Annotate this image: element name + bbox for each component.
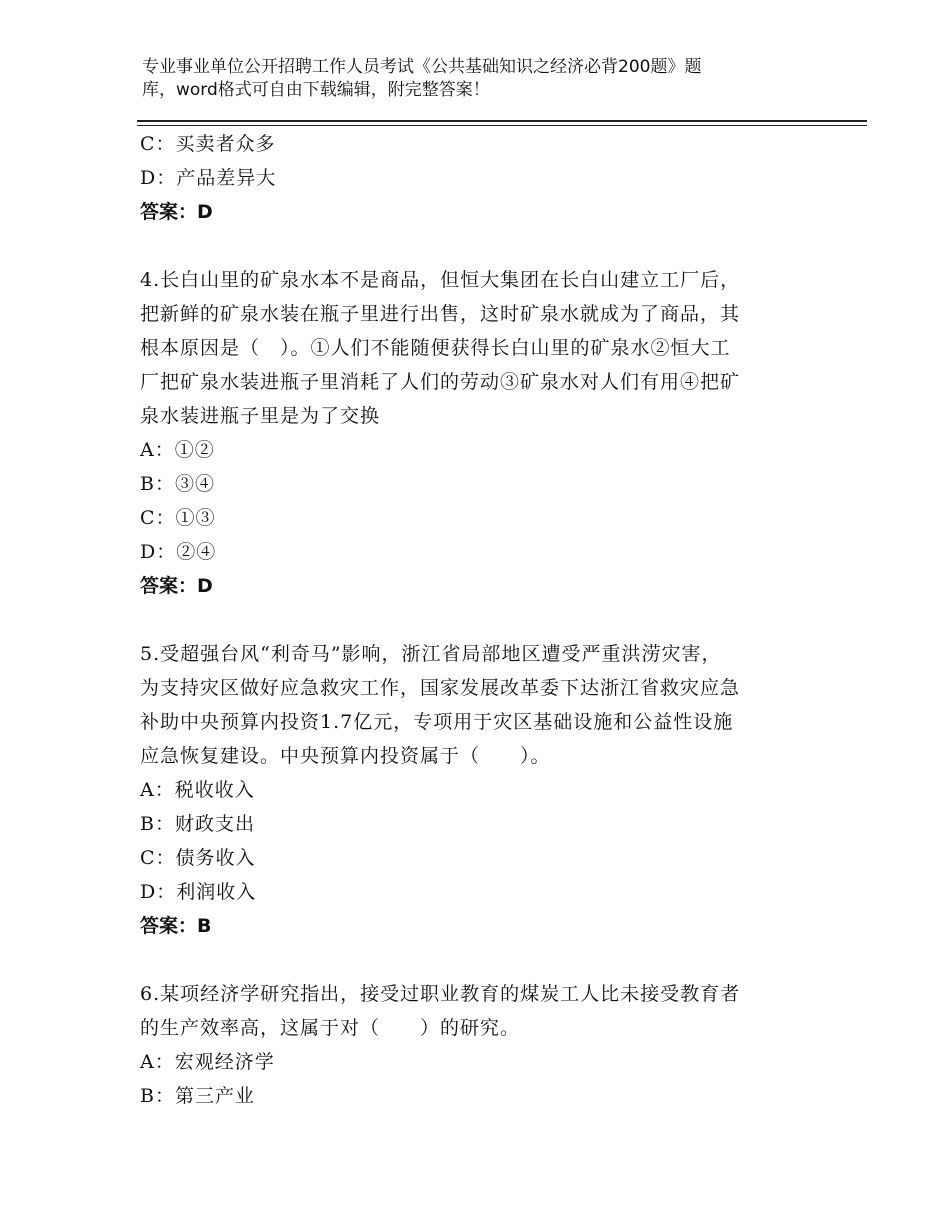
option-c: C：①③: [140, 507, 216, 529]
header-rule-thick: [137, 120, 867, 122]
question-stem: [140, 263, 820, 433]
carryover-question: [140, 127, 820, 229]
option-c: C：买卖者众多: [140, 133, 276, 155]
stem-line: 泉水装进瓶子里是为了交换: [140, 405, 381, 427]
option-d: D：产品差异大: [140, 167, 277, 189]
option-b: B：第三产业: [140, 1085, 255, 1107]
header-line-1: 专业事业单位公开招聘工作人员考试《公共基础知识之经济必背200题》题: [142, 57, 702, 77]
document-header: [142, 56, 782, 102]
stem-line: 4.长白山里的矿泉水本不是商品，但恒大集团在长白山建立工厂后，: [140, 269, 741, 291]
option-a: A：宏观经济学: [140, 1051, 275, 1073]
stem-line: 的生产效率高，这属于对（ ）的研究。: [140, 1017, 521, 1039]
spacer: [140, 943, 820, 977]
spacer: [140, 229, 820, 263]
answer-line: 答案：D: [140, 575, 213, 597]
question-stem: [140, 977, 820, 1045]
answer-line: 答案：D: [140, 201, 213, 223]
question-4: [140, 263, 820, 603]
document-body: [140, 127, 820, 1113]
option-c: C：债务收入: [140, 847, 256, 869]
answer-line: 答案：B: [140, 915, 212, 937]
option-a: A：①②: [140, 439, 215, 461]
stem-line: 补助中央预算内投资1.7亿元，专项用于灾区基础设施和公益性设施: [140, 711, 734, 733]
stem-line: 应急恢复建设。中央预算内投资属于（ ）。: [140, 745, 551, 767]
question-5: [140, 637, 820, 943]
stem-line: 厂把矿泉水装进瓶子里消耗了人们的劳动③矿泉水对人们有用④把矿: [140, 371, 741, 393]
option-b: B：③④: [140, 473, 215, 495]
stem-line: 把新鲜的矿泉水装在瓶子里进行出售，这时矿泉水就成为了商品，其: [140, 303, 741, 325]
option-a: A：税收收入: [140, 779, 255, 801]
option-d: D：利润收入: [140, 881, 257, 903]
header-line-2: 库，word格式可自由下载编辑，附完整答案！: [142, 80, 490, 100]
stem-line: 根本原因是（ ）。①人们不能随便获得长白山里的矿泉水②恒大工: [140, 337, 731, 359]
spacer: [140, 603, 820, 637]
question-6: [140, 977, 820, 1113]
stem-line: 为支持灾区做好应急救灾工作，国家发展改革委下达浙江省救灾应急: [140, 677, 741, 699]
header-rule-thin: [137, 125, 867, 126]
question-stem: [140, 637, 820, 773]
stem-line: 5.受超强台风“利奇马”影响，浙江省局部地区遭受严重洪涝灾害，: [140, 643, 722, 665]
option-d: D：②④: [140, 541, 217, 563]
option-b: B：财政支出: [140, 813, 255, 835]
stem-line: 6.某项经济学研究指出，接受过职业教育的煤炭工人比未接受教育者: [140, 983, 741, 1005]
